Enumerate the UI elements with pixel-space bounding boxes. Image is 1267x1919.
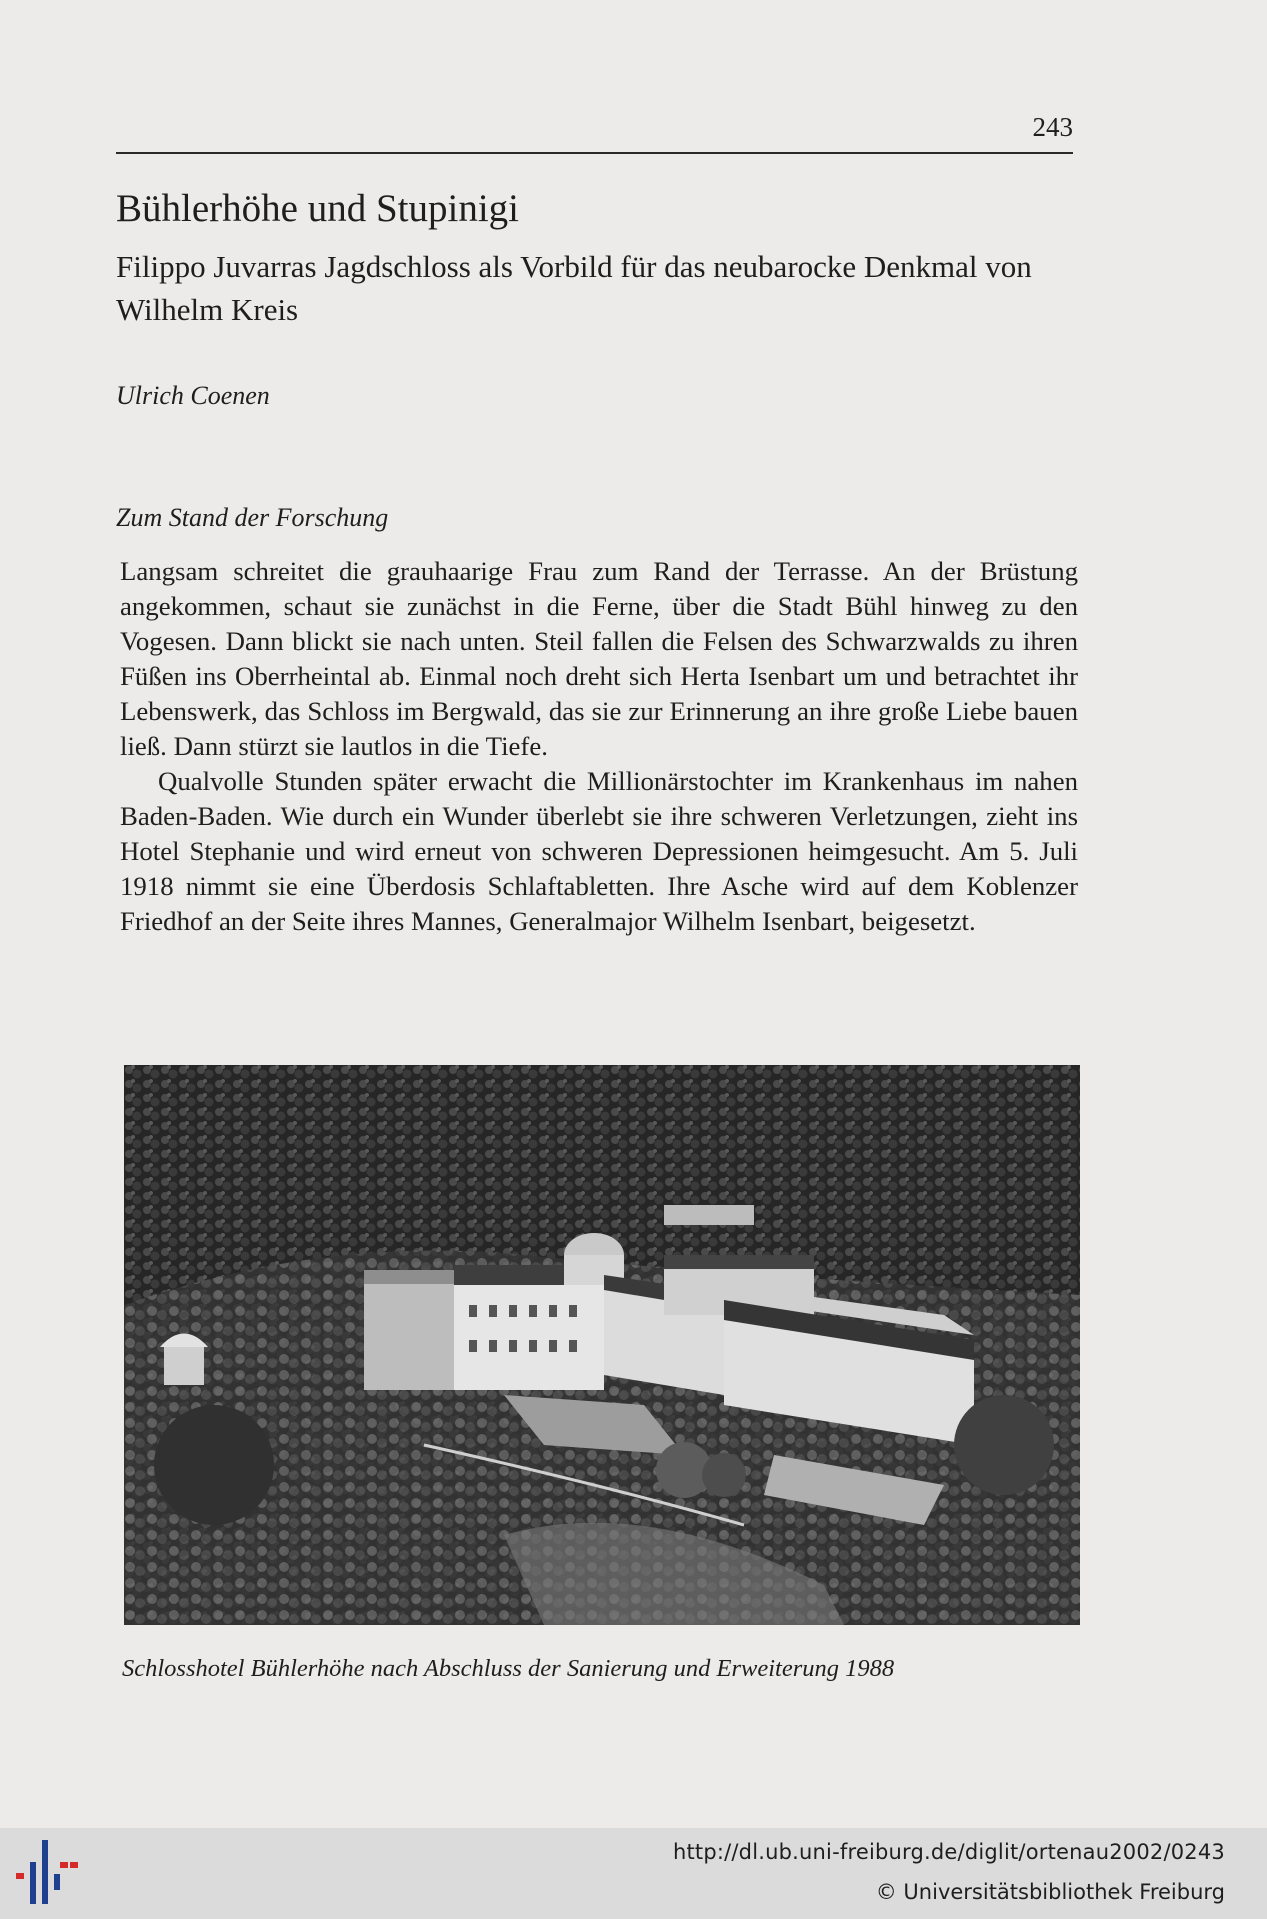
article-subtitle: Filippo Juvarras Jagdschloss als Vorbild für das neubarocke Denkmal von Wilhelm Kreis (116, 249, 1032, 327)
section-heading: Zum Stand der Forschung (116, 503, 389, 532)
ub-freiburg-logo-icon (16, 1840, 78, 1904)
figure-caption: Schlosshotel Bühlerhöhe nach Abschluss der Sanierung und Erweiterung 1988 (122, 1655, 895, 1682)
aerial-photo-castle-hotel (124, 1065, 1080, 1625)
footer-copyright: © Universitätsbibliothek Freiburg (875, 1880, 1225, 1904)
paragraph-2: Qualvolle Stunden später erwacht die Millionärstochter im Krankenhaus im nahen Baden-Baden. Wie durch ein Wunder überlebt sie ihre schweren Verletzungen, zieht ins Hotel Stephanie und wird erneut von schweren Depressionen heimgesucht. Am 5. Juli 1918 nimmt sie eine Überdosis Schlaftabletten. Ihre Asche wird auf dem Koblenzer Friedhof an der Seite ihres Mannes, Generalmajor Wilhelm Isenbart, beigesetzt. (120, 766, 1078, 936)
page-number: 243 (1032, 112, 1073, 142)
paragraph-1: Langsam schreitet die grauhaarige Frau zum Rand der Terrasse. An der Brüstung angekommen, schaut sie zunächst in die Ferne, über die Stadt Bühl hinweg zu den Vogesen. Dann blickt sie nach unten. Steil fallen die Felsen des Schwarzwalds zu ihren Füßen ins Oberrheintal ab. Einmal noch dreht sich Herta Isenbart um und betrachtet ihr Lebenswerk, das Schloss im Bergwald, das sie zur Erinnerung an ihre große Liebe bauen ließ. Dann stürzt sie lautlos in die Tiefe. (120, 556, 1078, 761)
body-text (120, 554, 1078, 939)
photo-illustration (124, 1065, 1080, 1625)
author-name: Ulrich Coenen (116, 381, 270, 410)
article-title: Bühlerhöhe und Stupinigi (116, 187, 519, 230)
footer-url-link[interactable]: http://dl.ub.uni-freiburg.de/diglit/ortenau2002/0243 (672, 1840, 1225, 1864)
header-rule (116, 152, 1073, 154)
